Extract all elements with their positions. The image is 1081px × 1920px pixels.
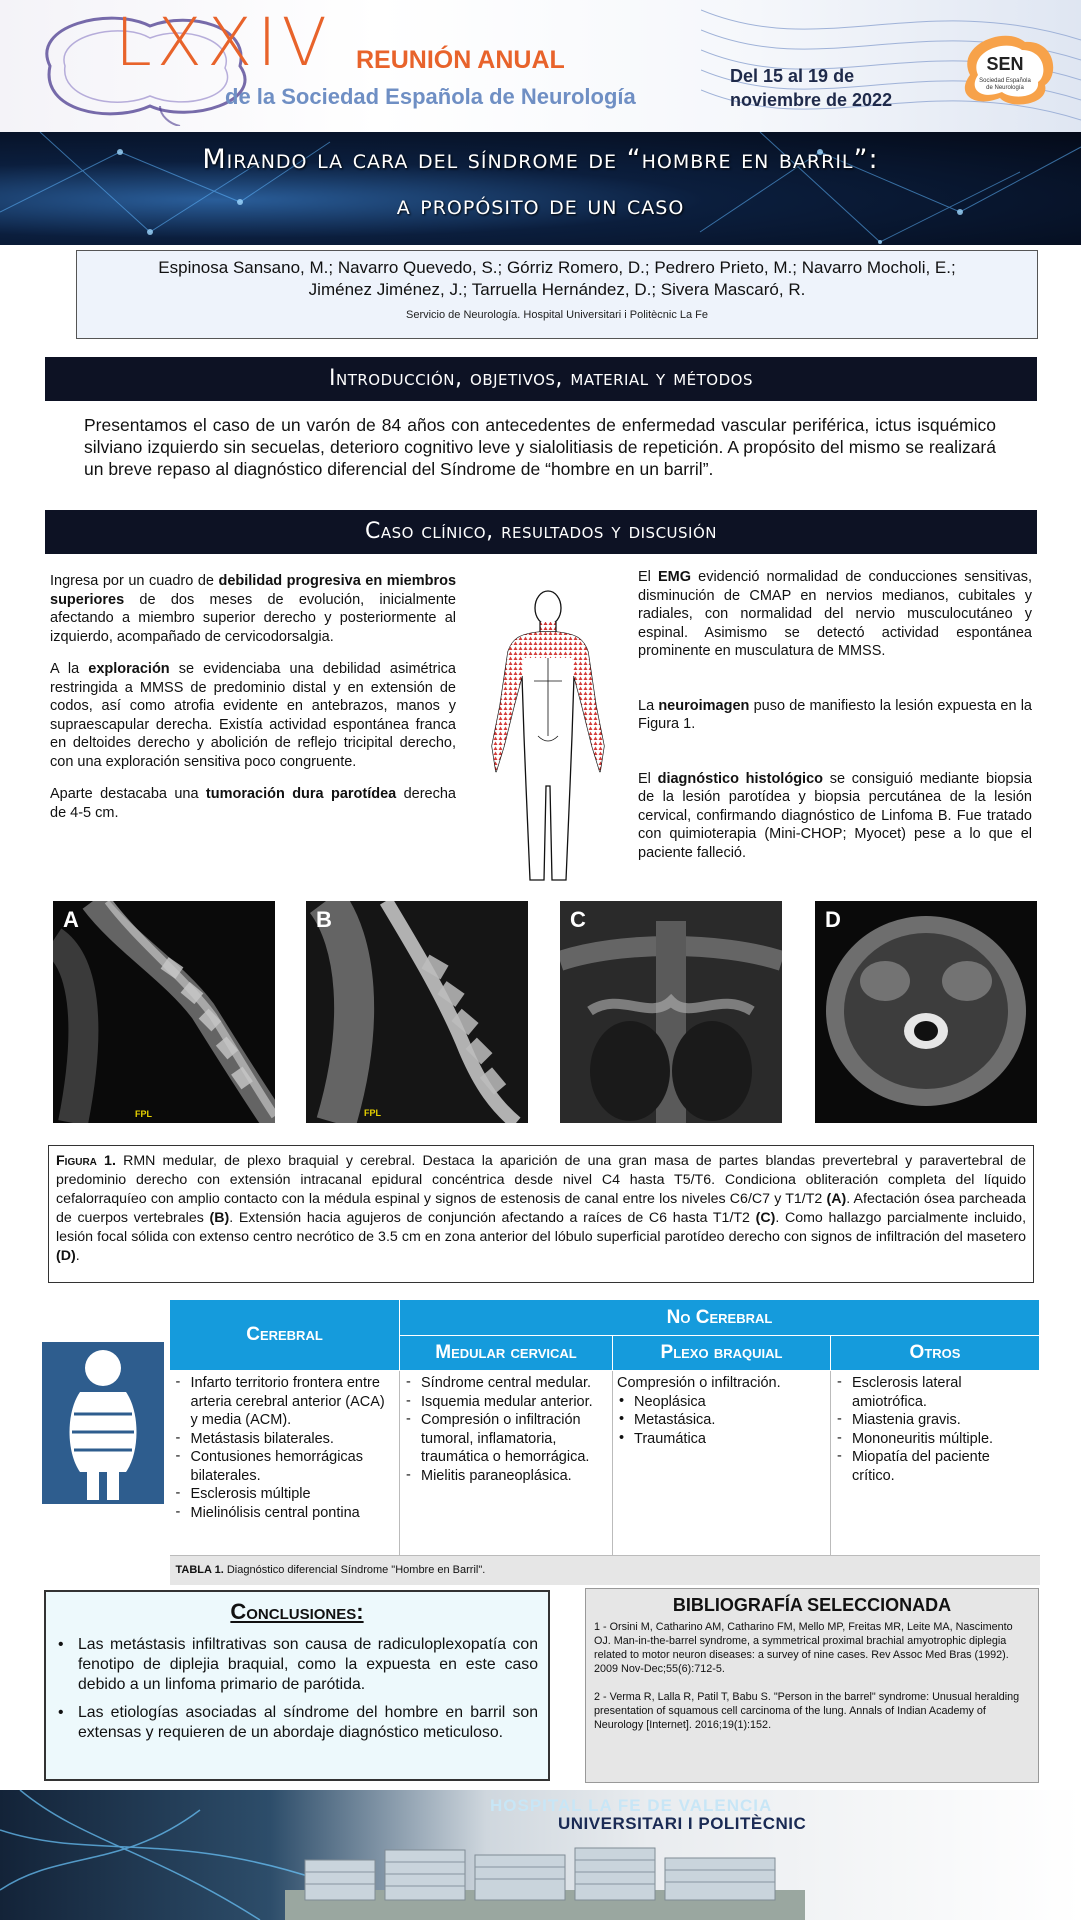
list-item: - Esclerosis lateral amiotrófica. [835, 1374, 1036, 1411]
bibliography-heading: BIBLIOGRAFÍA SELECCIONADA [672, 1595, 952, 1615]
cell-cerebral [170, 1371, 400, 1556]
list-item: - Infarto territorio frontera entre arteria cerebral anterior (ACA) y media (ACM). [174, 1374, 396, 1430]
footer-banner [0, 1790, 1081, 1920]
list-item: - Mononeuritis múltiple. [835, 1430, 1036, 1449]
fpl-marker: FPL [135, 1109, 152, 1119]
figure-label-c: C [570, 907, 586, 932]
authors-box [76, 250, 1038, 339]
figure-label-d: D [825, 907, 841, 932]
reference-item: 2 - Verma R, Lalla R, Patil T, Babu S. "Person in the barrel" syndrome: Unusual heralding presentation of squamous cell carcinoma of the lung. Annals of Indian Academy of Neurology [Internet]. 2016;19(1):152. [594, 1691, 1020, 1731]
neuron-network-graphic [0, 1790, 320, 1920]
case-paragraph: A la exploración se evidenciaba una debilidad asimétrica restringida a MMSS de predominio distal y en extensión de codos, así como atrofia evidente en antebrazos, manos y supraescapular derecha. Existía actividad espontánea franca en deltoides derecho y abolición de reflejo tricipital derecho, con una exploración sensitiva poco congruente. [50, 661, 456, 770]
figure-caption: Figura 1. RMN medular, de plexo braquial y cerebral. Destaca la aparición de una gran masa de partes blandas prevertebral y paravertebral de predominio derecho con extensión intracanal epidural concéntrica desde nivel C4 hasta T5/T6. Condiciona obliteración completa del líquido cefalorraquíeo con amplio contacto con la médula espinal y signos de estenosis de canal entre los niveles C6/C7 y T1/T2 (A). Afectación ósea parcheada de cuerpos vertebrales (B). Extensión hacia agujeros de conjunción afectando a raíces de C6 hasta T1/T2 (C). Como hallazgo parcialmente incluido, lesión focal sólida con extenso centro necrótico de 3.5 cm en zona anterior del lóbulo superficial parotídeo derecho con signos de infiltración del masetero (D). [48, 1145, 1034, 1283]
section-intro-heading: Introducción, objetivos, material y métodos [45, 357, 1037, 401]
col-header-otros: Otros [831, 1336, 1040, 1371]
man-in-barrel-icon [42, 1342, 164, 1504]
cell-plexo [613, 1371, 831, 1556]
reference-item: 1 - Orsini M, Catharino AM, Catharino FM, Mello MP, Freitas MR, Leite MA, Nascimento OJ. Man-in-the-barrel syndrome, a symmetrical proximal brachial amyotrophic diplegia related to motor neuron diseases: a survey of nine cases. Rev Assoc Med Bras (1992). 2009 Nov-Dec;55(6):712-5. [594, 1621, 1013, 1675]
list-item: • Neoplásica [617, 1393, 826, 1412]
conclusion-item: • Las etiologías asociadas al síndrome del hombre en barril son extensas y requieren de un abordaje diagnóstico meticuloso. [56, 1703, 538, 1743]
col-header-no-cerebral: No Cerebral [400, 1300, 1040, 1336]
title-band [0, 132, 1081, 245]
case-paragraph: Ingresa por un cuadro de debilidad progresiva en miembros superiores de dos meses de evolución, inicialmente afectando a miembro superior derecho y posteriormente al izquierdo, acompañado de cervicodorsalgia. [50, 573, 457, 645]
table-caption: TABLA 1. Diagnóstico diferencial Síndrome "Hombre en Barril". [170, 1556, 1040, 1585]
poster-title-line1: Mirando la cara del síndrome de “hombre en barril”: [202, 144, 879, 175]
list-item: - Isquemia medular anterior. [404, 1393, 608, 1412]
figure-label-a: A [63, 907, 79, 932]
case-paragraph: La neuroimagen puso de manifiesto la lesión expuesta en la Figura 1. [638, 697, 1032, 732]
mri-image-a [53, 901, 275, 1123]
list-item: - Mielitis paraneoplásica. [404, 1467, 608, 1486]
list-item: • Metastásica. [617, 1411, 826, 1430]
society-label: de la Sociedad Española de Neurología [225, 84, 636, 109]
mri-image-d [815, 901, 1037, 1123]
hospital-name: HOSPITAL LA FE DE VALENCIA [490, 1796, 773, 1815]
svg-text:Sociedad Española: Sociedad Española [979, 78, 1031, 84]
bibliography-box [585, 1588, 1039, 1783]
body-diagram-icon [478, 586, 618, 886]
list-item: - Metástasis bilaterales. [174, 1430, 396, 1449]
affiliation: Servicio de Neurología. Hospital Universitari i Politècnic La Fe [405, 309, 709, 321]
poster-title-line2: a propósito de un caso [396, 190, 685, 221]
col-header-cerebral: Cerebral [170, 1300, 400, 1371]
intro-text: Presentamos el caso de un varón de 84 años con antecedentes de enfermedad vascular periférica, ictus isquémico silviano izquierdo sin secuelas, deterioro cognitivo leve y sialolitiasis de repetición. A propósito del mismo se realizará un breve repaso al diagnóstico diferencial del Síndrome de “hombre en un barril”. [84, 415, 996, 479]
svg-text:SEN: SEN [986, 54, 1024, 74]
hospital-subtitle: UNIVERSITARI I POLITÈCNIC [558, 1814, 807, 1833]
fpl-marker: FPL [364, 1108, 381, 1118]
case-left-column [50, 572, 456, 836]
list-item: - Miastenia gravis. [835, 1411, 1036, 1430]
hospital-building-image [285, 1830, 805, 1920]
mri-image-b [306, 901, 528, 1123]
conclusions-heading: Conclusiones: [230, 1599, 364, 1624]
col-header-plexo: Plexo braquial [613, 1336, 831, 1371]
section-case-heading: Caso clínico, resultados y discusión [45, 510, 1037, 554]
sen-logo [950, 30, 1060, 110]
poster-header [0, 0, 1081, 132]
list-item: - Miopatía del paciente crítico. [835, 1448, 1036, 1485]
conclusion-item: • Las metástasis infiltrativas son causa de radiculoplexopatía con fenotipo de diplejia braquial, como la expuesta en este caso debido a un linfoma primario de parótida. [56, 1635, 538, 1695]
list-item: - Compresión o infiltración tumoral, inflamatoria, traumática o hemorrágica. [404, 1411, 608, 1467]
case-paragraph: El EMG evidenció normalidad de conducciones sensitivas, disminución de CMAP en nervios medianos, cubitales y radiales, con normalidad del nervio musculocutáneo y espinal. Asimismo se detectó actividad espontánea prominente en musculatura de MMSS. [638, 569, 1033, 659]
list-item: - Síndrome central medular. [404, 1374, 608, 1393]
list-item: - Mielinólisis central pontina [174, 1504, 396, 1523]
conclusions-box [44, 1590, 550, 1781]
mri-image-c [560, 901, 782, 1123]
list-item: - Esclerosis múltiple [174, 1485, 396, 1504]
edition-number: LXXIV [115, 4, 332, 81]
differential-diagnosis-table [169, 1299, 1040, 1585]
col-header-medular: Medular cervical [400, 1336, 613, 1371]
meeting-label: REUNIÓN ANUAL [356, 46, 565, 74]
list-item: • Traumática [617, 1430, 826, 1449]
event-dates: Del 15 al 19 de noviembre de 2022 [730, 66, 893, 110]
svg-text:de Neurología: de Neurología [986, 85, 1024, 91]
cell-medular [400, 1371, 613, 1556]
plexo-intro: Compresión o infiltración. [617, 1375, 781, 1391]
cell-otros [831, 1371, 1040, 1556]
figure-label-b: B [316, 907, 332, 932]
case-paragraph: Aparte destacaba una tumoración dura parotídea derecha de 4-5 cm. [50, 786, 456, 821]
list-item: - Contusiones hemorrágicas bilaterales. [174, 1448, 396, 1485]
author-list: Espinosa Sansano, M.; Navarro Quevedo, S.; Górriz Romero, D.; Pedrero Prieto, M.; Navarro Mocholi, E.; Jiménez Jiménez, J.; Tarruella Hernández, D.; Sivera Mascaró, R. [158, 258, 956, 299]
case-paragraph: El diagnóstico histológico se consiguió mediante biopsia de la lesión parotídea y biopsia percutánea de la lesión cervical, confirmando diagnóstico de Linfoma B. Fue tratado con quimioterapia (Mini-CHOP; Myocet) pese a lo que el paciente falleció. [638, 770, 1033, 861]
case-right-column [638, 568, 1032, 876]
